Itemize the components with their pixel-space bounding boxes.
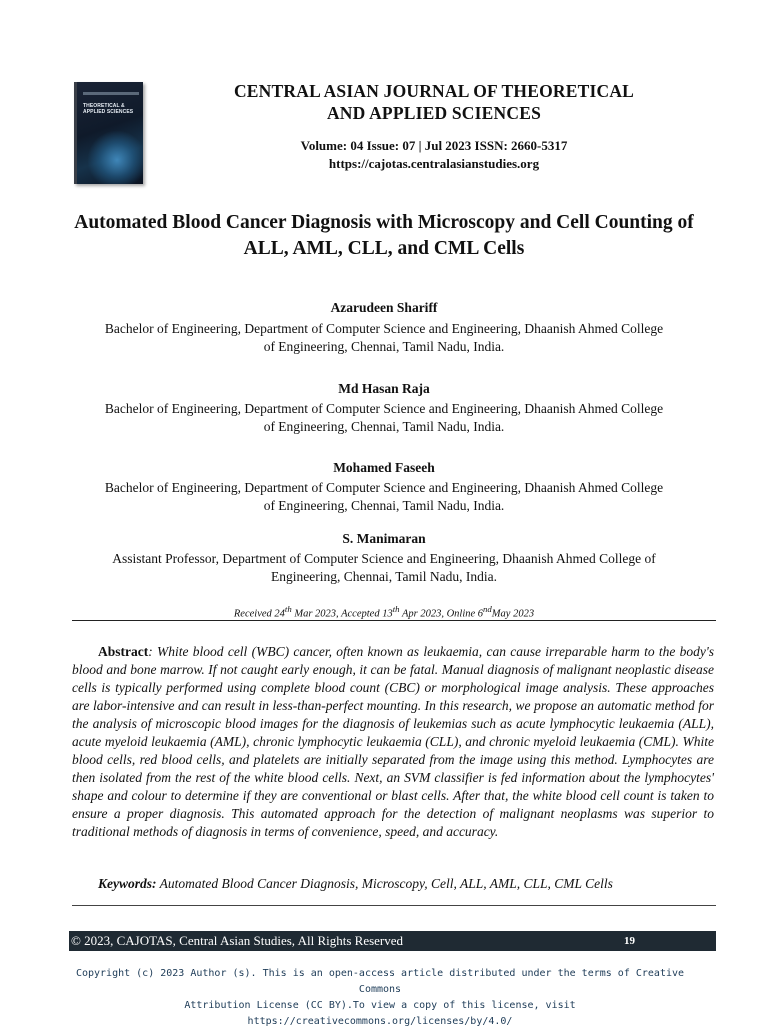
affiliation-line: of Engineering, Chennai, Tamil Nadu, India. (263, 419, 505, 434)
author-name: Azarudeen Shariff (330, 300, 438, 315)
paper-title-line1: Automated Blood Cancer Diagnosis with Microscopy and Cell Counting of (74, 212, 694, 233)
footer-bar (69, 931, 716, 951)
license-notice (72, 966, 688, 1030)
affiliation-line: of Engineering, Chennai, Tamil Nadu, India. (263, 498, 505, 513)
cover-title-text: THEORETICAL & APPLIED SCIENCES (83, 103, 134, 115)
abstract (72, 643, 714, 841)
journal-title-line2: AND APPLIED SCIENCES (326, 103, 542, 123)
author-affiliation (70, 479, 698, 515)
abstract-text: : White blood cell (WBC) cancer, often known as leukaemia, can cause irreparable harm to the body's blood and bone marrow. If not caught early enough, it can be fatal. Manual diagnosis of malignant neoplastic disease cells is typically performed using complete blood count (CBC) or morphological image analysis. These approaches are labor-intensive and can result in less-than-perfect mounting. In this research, we propose an automatic method for the analysis of microscopic blood images for the diagnosis of leukemias such as acute lymphocytic leukaemia (ALL), acute myeloid leukaemia (AML), chronic lymphocytic leukaemia (CLL), and chronic myeloid leukaemia (CML). White blood cells, red blood cells, and platelets are initially separated from the image using this method. Lymphocytes are then isolated from the rest of the white blood cells. Next, an SVM classifier is fed information about the lymphocytes' shape and colour to determine if they are conventional or blast cells. After that, the white blood cell count is taken to ensure a proper diagnosis. This automated approach for the detection of malignant neoplasms was superior to traditional methods of diagnosis in terms of convenience, speed, and accuracy. (72, 644, 714, 839)
author-affiliation (70, 550, 698, 586)
affiliation-line: Bachelor of Engineering, Department of Computer Science and Engineering, Dhaanish Ahmed College (104, 480, 664, 495)
affiliation-line: Bachelor of Engineering, Department of Computer Science and Engineering, Dhaanish Ahmed College (104, 321, 664, 336)
paper-title (40, 210, 728, 262)
affiliation-line: Engineering, Chennai, Tamil Nadu, India. (271, 569, 497, 584)
author-affiliation (70, 320, 698, 356)
keywords-label: Keywords: (98, 876, 157, 891)
keywords-text: Automated Blood Cancer Diagnosis, Microscopy, Cell, ALL, AML, CLL, CML Cells (156, 876, 613, 891)
article-dates: Received 24th Mar 2023, Accepted 13th Apr 2023, Online 6ndMay 2023 (233, 604, 535, 620)
abstract-label: Abstract (98, 644, 149, 659)
author-name: S. Manimaran (342, 531, 426, 546)
author-name: Md Hasan Raja (338, 381, 430, 396)
top-divider (72, 620, 716, 621)
journal-cover-image (74, 82, 143, 184)
affiliation-line: Bachelor of Engineering, Department of Computer Science and Engineering, Dhaanish Ahmed College (104, 401, 664, 416)
cover-glow (87, 130, 143, 184)
author-affiliation (70, 400, 698, 436)
journal-title-line1: CENTRAL ASIAN JOURNAL OF THEORETICAL (233, 81, 635, 101)
affiliation-line: Assistant Professor, Department of Computer Science and Engineering, Dhaanish Ahmed College of (112, 551, 656, 566)
journal-title (160, 80, 708, 124)
license-line[interactable]: Attribution License (CC BY).To view a copy of this license, visit https://creativecommons.org/licenses/by/4.0/ (184, 1000, 576, 1027)
page-number: 19 (624, 935, 635, 947)
license-line: Copyright (c) 2023 Author (s). This is an open-access article distributed under the terms of Creative Commons (75, 968, 685, 995)
issue-info: Volume: 04 Issue: 07 | Jul 2023 ISSN: 2660-5317 (300, 138, 568, 153)
bottom-divider (72, 905, 716, 906)
cover-top-strip (83, 92, 139, 95)
keywords (98, 876, 718, 892)
author-name: Mohamed Faseeh (333, 460, 435, 475)
footer-copyright: © 2023, CAJOTAS, Central Asian Studies, All Rights Reserved (71, 933, 404, 948)
affiliation-line: of Engineering, Chennai, Tamil Nadu, India. (263, 339, 505, 354)
paper-title-line2: ALL, AML, CLL, and CML Cells (243, 238, 525, 259)
journal-url[interactable]: https://cajotas.centralasianstudies.org (328, 156, 540, 171)
